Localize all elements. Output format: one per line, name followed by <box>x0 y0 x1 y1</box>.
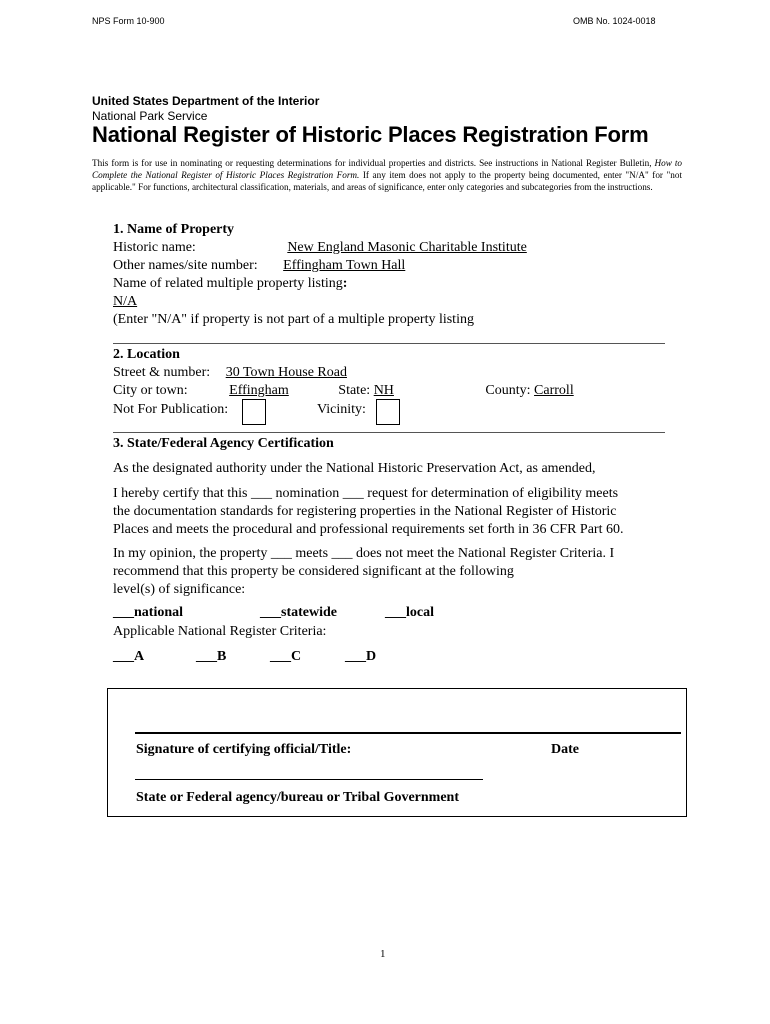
section-1-heading: 1. Name of Property <box>113 222 235 237</box>
page-title: National Register of Historic Places Registration Form <box>92 122 649 147</box>
historic-name-value[interactable]: New England Masonic Charitable Institute <box>287 240 527 255</box>
agency-name: United States Department of the Interior <box>92 94 320 108</box>
street-value[interactable]: 30 Town House Road <box>225 365 347 380</box>
agency-line[interactable] <box>135 779 483 780</box>
not-for-publication-label: Not For Publication: <box>113 402 229 417</box>
criteria-b[interactable]: ___B <box>196 649 227 664</box>
level-local[interactable]: ___local <box>385 605 434 620</box>
historic-name-row: Historic name: New England Masonic Charitable Institute <box>113 240 651 256</box>
section-divider <box>113 343 665 344</box>
form-number: NPS Form 10-900 <box>92 16 165 26</box>
opinion-line-3: level(s) of significance: <box>113 582 246 597</box>
authority-statement: As the designated authority under the National Historic Preservation Act, as amended, <box>113 461 596 476</box>
criteria-label: Applicable National Register Criteria: <box>113 624 327 639</box>
county-value[interactable]: Carroll <box>534 383 574 398</box>
other-names-value[interactable]: Effingham Town Hall <box>283 258 406 273</box>
certify-line-3: Places and meets the procedural and professional requirements set forth in 36 CFR Part 60. <box>113 522 624 537</box>
service-name: National Park Service <box>92 109 208 123</box>
certify-line-2: the documentation standards for registering properties in the National Register of Historic <box>113 504 617 519</box>
section-2-heading: 2. Location <box>113 347 180 362</box>
vicinity-label: Vicinity: <box>317 402 366 417</box>
section-divider <box>113 432 665 433</box>
vicinity-checkbox[interactable] <box>376 399 400 425</box>
criteria-c[interactable]: ___C <box>270 649 302 664</box>
signature-line[interactable] <box>135 732 681 734</box>
level-statewide[interactable]: ___statewide <box>260 605 337 620</box>
other-names-row: Other names/site number: Effingham Town Hall <box>113 258 650 274</box>
not-for-publication-checkbox[interactable] <box>242 399 266 425</box>
agency-bureau-label: State or Federal agency/bureau or Tribal Government <box>136 790 460 805</box>
intro-paragraph: This form is for use in nominating or requesting determinations for individual properties and districts. See instructions in National Register Bulletin, How to Complete the National Register of Historic Places Registration Form. If any item does not apply to the property being documented, enter "N/A" for "not applicable." For functions, architectural classification, materials, and areas of significance, enter only categories and subcategories from the instructions. <box>92 158 682 192</box>
state-value[interactable]: NH <box>373 383 394 398</box>
related-listing-row <box>113 294 669 310</box>
section-3-heading: 3. State/Federal Agency Certification <box>113 436 334 451</box>
date-label: Date <box>551 742 579 757</box>
related-listing-value[interactable]: N/A <box>113 294 138 309</box>
city-row: City or town: Effingham State: NH County: Carroll <box>113 383 650 399</box>
related-listing-note: (Enter "N/A" if property is not part of a multiple property listing <box>113 312 474 327</box>
related-listing-label: Name of related multiple property listing: <box>113 276 348 291</box>
opinion-line-1: In my opinion, the property ___ meets ___ does not meet the National Register Criteria. I <box>113 546 615 561</box>
criteria-d[interactable]: ___D <box>345 649 377 664</box>
certify-line-1: I hereby certify that this ___ nomination ___ request for determination of eligibility meets <box>113 486 619 501</box>
street-row: Street & number: 30 Town House Road <box>113 365 647 381</box>
criteria-a[interactable]: ___A <box>113 649 145 664</box>
signature-label: Signature of certifying official/Title: <box>136 742 352 757</box>
level-national[interactable]: ___national <box>113 605 184 620</box>
opinion-line-2: recommend that this property be considered significant at the following <box>113 564 514 579</box>
city-value[interactable]: Effingham <box>229 383 289 398</box>
page-number: 1 <box>380 948 386 960</box>
omb-number: OMB No. 1024-0018 <box>573 16 656 26</box>
